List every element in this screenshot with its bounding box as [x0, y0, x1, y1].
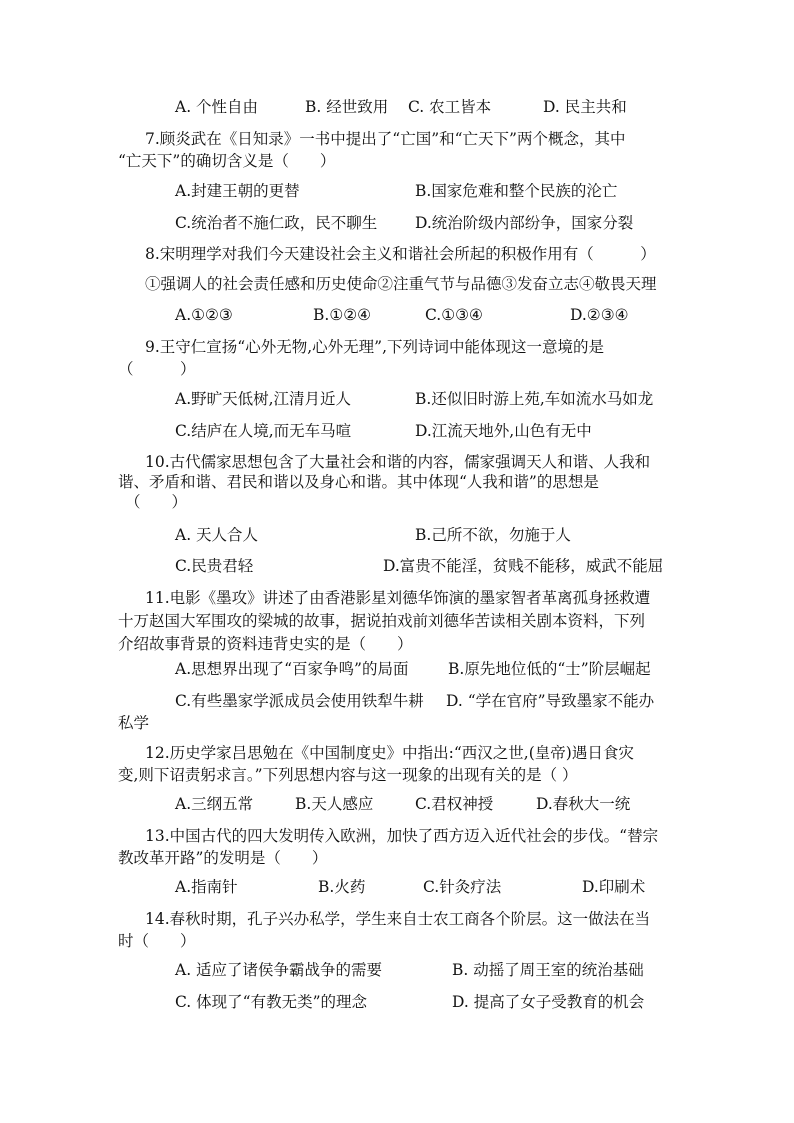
q10-option-b: B.己所不欲，勿施于人 — [415, 526, 571, 544]
q6-option-d: D. 民主共和 — [543, 98, 627, 116]
q12-option-b: B.天人感应 — [295, 795, 374, 813]
q8-stem-line2: ①强调人的社会责任感和历史使命②注重气节与品德③发奋立志④敬畏天理 — [145, 275, 657, 293]
q11-option-a: A.思想界出现了“百家争鸣”的局面 — [175, 660, 409, 678]
q13-option-c: C.针灸疗法 — [423, 878, 502, 896]
q13-stem-line1: 13.中国古代的四大发明传入欧洲，加快了西方迈入近代社会的步伐。“替宗 — [145, 827, 659, 845]
q12-option-a: A.三纲五常 — [175, 795, 254, 813]
q7-option-b: B.国家危难和整个民族的沦亡 — [415, 182, 618, 200]
q9-option-a: A.野旷天低树,江清月近人 — [175, 390, 352, 408]
q8-option-c: C.①③④ — [425, 306, 483, 324]
q11-option-c: C.有些墨家学派成员会使用铁犁牛耕 — [175, 692, 424, 710]
q8-option-d: D.②③④ — [570, 306, 629, 324]
q12-option-c: C.君权神授 — [415, 795, 494, 813]
q13-stem-line2: 教改革开路”的发明是（ ） — [118, 849, 328, 867]
q11-stem-line3: 介绍故事背景的资料违背史实的是（ ） — [118, 635, 413, 653]
q8-stem-line1: 8.宋明理学对我们今天建设社会主义和谐社会所起的积极作用有（ ） — [145, 245, 656, 263]
q14-option-d: D. 提高了女子受教育的机会 — [452, 993, 645, 1011]
q9-stem-line2: （ ） — [118, 360, 196, 378]
q14-option-c: C. 体现了“有教无类”的理念 — [175, 993, 368, 1011]
q6-option-b: B. 经世致用 — [305, 98, 389, 116]
q13-option-d: D.印刷术 — [582, 878, 646, 896]
q11-option-b: B.原先地位低的“士”阶层崛起 — [448, 660, 651, 678]
q10-option-d: D.富贵不能淫，贫贱不能移，威武不能屈 — [383, 557, 664, 575]
q11-stem-line1: 11.电影《墨攻》讲述了由香港影星刘德华饰演的墨家智者革离孤身拯救遭 — [145, 589, 651, 607]
q14-stem-line1: 14.春秋时期，孔子兴办私学，学生来自士农工商各个阶层。这一做法在当 — [145, 910, 651, 928]
q11-option-d-continuation: 私学 — [118, 714, 150, 732]
q6-option-a: A. 个性自由 — [175, 98, 259, 116]
q10-stem-line3: （ ） — [125, 493, 188, 511]
q6-option-c: C. 农工皆本 — [408, 98, 492, 116]
q7-stem-line1: 7.顾炎武在《日知录》一书中提出了“亡国”和“亡天下”两个概念，其中 — [145, 130, 626, 148]
q11-stem-line2: 十万赵国大军围攻的梁城的故事，据说拍戏前刘德华苦读相关剧本资料，下列 — [118, 612, 646, 630]
q9-option-d: D.江流天地外,山色有无中 — [415, 422, 592, 440]
q12-option-d: D.春秋大一统 — [536, 795, 631, 813]
q12-stem-line1: 12.历史学家吕思勉在《中国制度史》中指出:“西汉之世,(皇帝)遇日食灾 — [145, 744, 634, 762]
q10-option-a: A. 天人合人 — [175, 526, 259, 544]
q8-option-a: A.①②③ — [175, 306, 233, 324]
q9-option-c: C.结庐在人境,而无车马喧 — [175, 422, 352, 440]
q10-stem-line2: 谐、矛盾和谐、君民和谐以及身心和谐。其中体现“人我和谐”的思想是 — [118, 473, 599, 491]
q10-option-c: C.民贵君轻 — [175, 557, 254, 575]
q8-option-b: B.①②④ — [313, 306, 372, 324]
q7-option-d: D.统治阶级内部纷争，国家分裂 — [415, 214, 634, 232]
q9-option-b: B.还似旧时游上苑,车如流水马如龙 — [415, 390, 654, 408]
q9-stem-line1: 9.王守仁宣扬“心外无物,心外无理”,下列诗词中能体现这一意境的是 — [145, 338, 604, 356]
q13-option-a: A.指南针 — [175, 878, 238, 896]
q14-stem-line2: 时（ ） — [118, 932, 196, 950]
q11-option-d: D. “学在官府”导致墨家不能办 — [446, 692, 655, 710]
q7-option-a: A.封建王朝的更替 — [175, 182, 300, 200]
q7-stem-line2: “亡天下”的确切含义是（ ） — [118, 152, 336, 170]
q13-option-b: B.火药 — [318, 878, 366, 896]
q7-option-c: C.统治者不施仁政，民不聊生 — [175, 214, 378, 232]
q12-stem-line2: 变,则下诏责躬求言。”下列思想内容与这一现象的出现有关的是（ ） — [118, 766, 578, 784]
q10-stem-line1: 10.古代儒家思想包含了大量社会和谐的内容，儒家强调天人和谐、人我和 — [145, 453, 651, 471]
q14-option-b: B. 动摇了周王室的统治基础 — [452, 961, 644, 979]
q14-option-a: A. 适应了诸侯争霸战争的需要 — [175, 961, 383, 979]
